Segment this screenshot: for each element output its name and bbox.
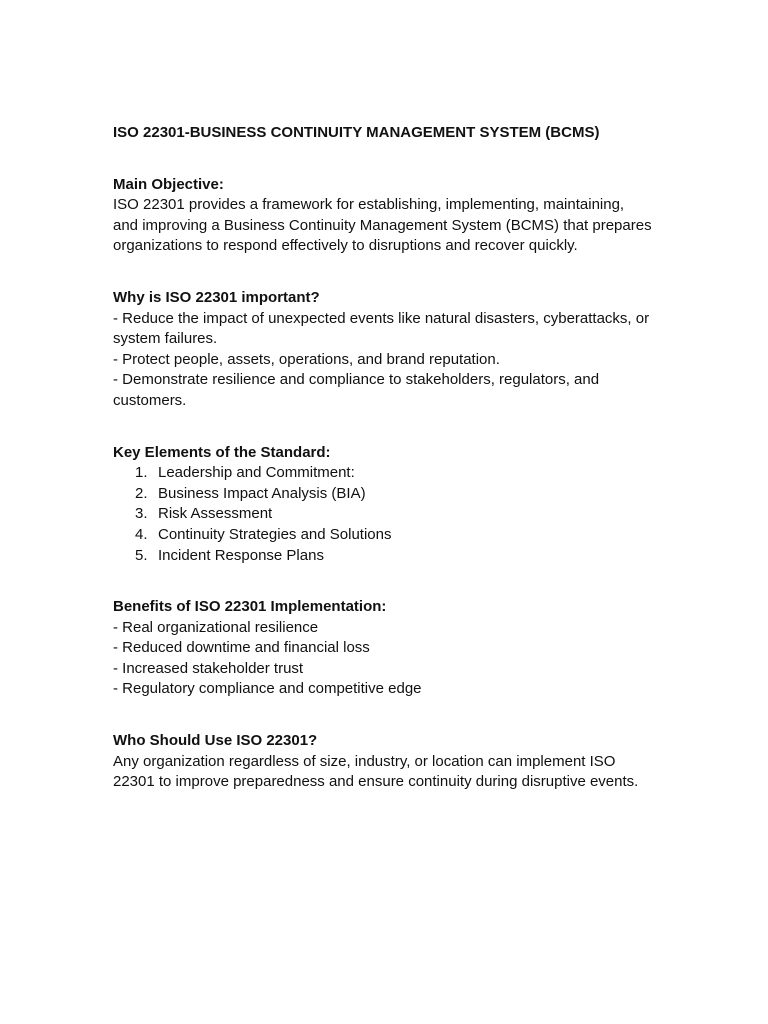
benefits-line: - Regulatory compliance and competitive edge (113, 680, 422, 698)
list-item-text: Risk Assessment (158, 505, 273, 523)
main-objective-heading: Main Objective: (113, 175, 224, 193)
main-objective-line: ISO 22301 provides a framework for establishing, implementing, maintaining, (113, 196, 625, 214)
benefits-line: - Real organizational resilience (113, 618, 319, 636)
key-elements-heading: Key Elements of the Standard: (113, 443, 331, 461)
benefits-heading: Benefits of ISO 22301 Implementation: (113, 598, 387, 616)
list-item-text: Business Impact Analysis (BIA) (158, 484, 366, 502)
benefits-line: - Reduced downtime and financial loss (113, 639, 370, 657)
list-item-number: 1. (135, 464, 148, 482)
why-important-line: - Demonstrate resilience and compliance to stakeholders, regulators, and (113, 371, 600, 389)
list-item-text: Leadership and Commitment: (158, 464, 355, 482)
why-important-section (113, 288, 673, 412)
list-item (113, 484, 673, 505)
why-important-line: system failures. (113, 330, 218, 348)
who-should-use-heading: Who Should Use ISO 22301? (113, 732, 318, 750)
main-objective-section (113, 175, 673, 257)
list-item-text: Continuity Strategies and Solutions (158, 525, 392, 543)
benefits-line: - Increased stakeholder trust (113, 659, 304, 677)
who-should-use-line: Any organization regardless of size, industry, or location can implement ISO (113, 752, 616, 770)
key-elements-list (113, 463, 673, 566)
list-item-number: 5. (135, 546, 148, 564)
why-important-line: customers. (113, 391, 187, 409)
document-page (113, 123, 673, 824)
key-elements-section (113, 443, 673, 567)
list-item-number: 3. (135, 505, 148, 523)
why-important-heading: Why is ISO 22301 important? (113, 288, 320, 306)
list-item (113, 463, 673, 484)
benefits-section (113, 597, 673, 700)
list-item (113, 546, 673, 567)
list-item (113, 504, 673, 525)
why-important-line: - Reduce the impact of unexpected events like natural disasters, cyberattacks, or (113, 309, 650, 327)
who-should-use-section (113, 731, 673, 793)
list-item-text: Incident Response Plans (158, 546, 324, 564)
list-item-number: 2. (135, 484, 148, 502)
list-item-number: 4. (135, 525, 148, 543)
why-important-line: - Protect people, assets, operations, and brand reputation. (113, 350, 500, 368)
main-objective-line: and improving a Business Continuity Management System (BCMS) that prepares (113, 216, 652, 234)
who-should-use-line: 22301 to improve preparedness and ensure continuity during disruptive events. (113, 773, 639, 791)
list-item (113, 525, 673, 546)
document-title: ISO 22301-BUSINESS CONTINUITY MANAGEMENT SYSTEM (BCMS) (113, 124, 600, 141)
main-objective-line: organizations to respond effectively to disruptions and recover quickly. (113, 237, 578, 255)
